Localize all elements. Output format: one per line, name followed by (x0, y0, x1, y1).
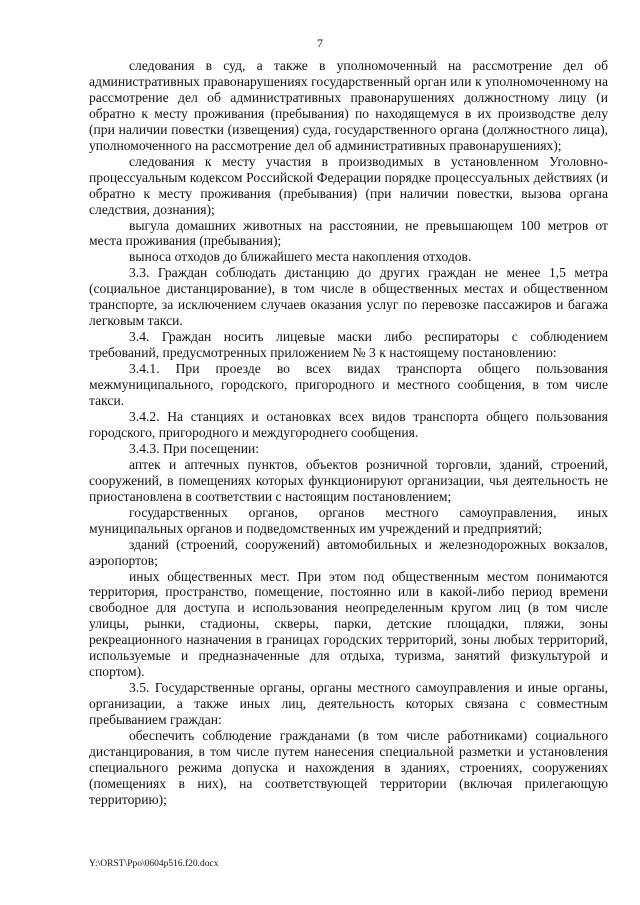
paragraph: обеспечить соблюдение гражданами (в том числе работниками) социального дистанцирования, в том числе путем нанесения специальной разметки и установления специального режима допуска и нахождения в зданиях, строениях, сооружениях (помещениях в них), на соответствующей территории (включая прилегающую территорию); (89, 728, 608, 807)
paragraph: иных общественных мест. При этом под общественным местом понимаются территория, пространство, помещение, постоянно или в какой-либо период времени свободное для доступа и использования неопределенным кругом лиц (в том числе улицы, рынки, стадионы, скверы, парки, детские площадки, пляжи, зоны рекреационного назначения в границах городских территорий, зоны любых территорий, используемые и предназначенные для отдыха, туризма, занятий физкультурой и спортом). (89, 568, 608, 680)
paragraph: 3.4.1. При проезде во всех видах транспорта общего пользования межмуниципального, городского, пригородного и местного сообщения, в том числе такси. (89, 361, 608, 409)
paragraph: 3.4.2. На станциях и остановках всех видов транспорта общего пользования городского, пригородного и междугороднего сообщения. (89, 408, 608, 440)
paragraph: 3.4.3. При посещении: (129, 440, 260, 456)
paragraph: следования к месту участия в производимых в установленном Уголовно-процессуальным кодексом Российской Федерации порядке процессуальных действиях (и обратно к месту проживания (пребывания) (при наличии повестки, вызова органа следствия, дознания); (89, 153, 608, 217)
paragraph: 3.5. Государственные органы, органы местного самоуправления и иные органы, организации, а также иных лиц, деятельность которых связана с совместным пребыванием граждан: (89, 680, 608, 728)
paragraph: 3.3. Граждан соблюдать дистанцию до других граждан не менее 1,5 метра (социальное дистанцирование), в том числе в общественных местах и общественном транспорте, за исключением случаев оказания услуг по перевозке пассажиров и багажа легковым такси. (89, 265, 608, 329)
body-text (89, 58, 608, 808)
paragraph: выгула домашних животных на расстоянии, не превышающем 100 метров от места проживания (пребывания); (89, 217, 608, 249)
paragraph: 3.4. Граждан носить лицевые маски либо респираторы с соблюдением требований, предусмотренных приложением № 3 к настоящему постановлению: (89, 329, 608, 361)
paragraph: аптек и аптечных пунктов, объектов розничной торговли, зданий, строений, сооружений, в помещениях которых функционируют организации, чья деятельность не приостановлена в соответствии с настоящим постановлением; (89, 456, 608, 504)
paragraph: следования в суд, а также в уполномоченный на рассмотрение дел об административных правонарушениях государственный орган или к уполномоченному на рассмотрение дел об административных правонарушениях должностному лицу (и обратно к месту проживания (пребывания) по находящемуся в их производстве делу (при наличии повестки (извещения) суда, государственного органа (должностного лица), уполномоченного на рассмотрение дел об административных правонарушениях); (89, 58, 608, 153)
paragraph: зданий (строений, сооружений) автомобильных и железнодорожных вокзалов, аэропортов; (89, 536, 608, 568)
footer-file-path: Y:\ORST\Ppo\0604p516.f20.docx (89, 859, 219, 869)
paragraph: государственных органов, органов местного самоуправления, иных муниципальных органов и подведомственных им учреждений и предприятий; (89, 504, 608, 536)
paragraph: выноса отходов до ближайшего места накопления отходов. (129, 249, 472, 265)
page-number: 7 (317, 36, 323, 50)
